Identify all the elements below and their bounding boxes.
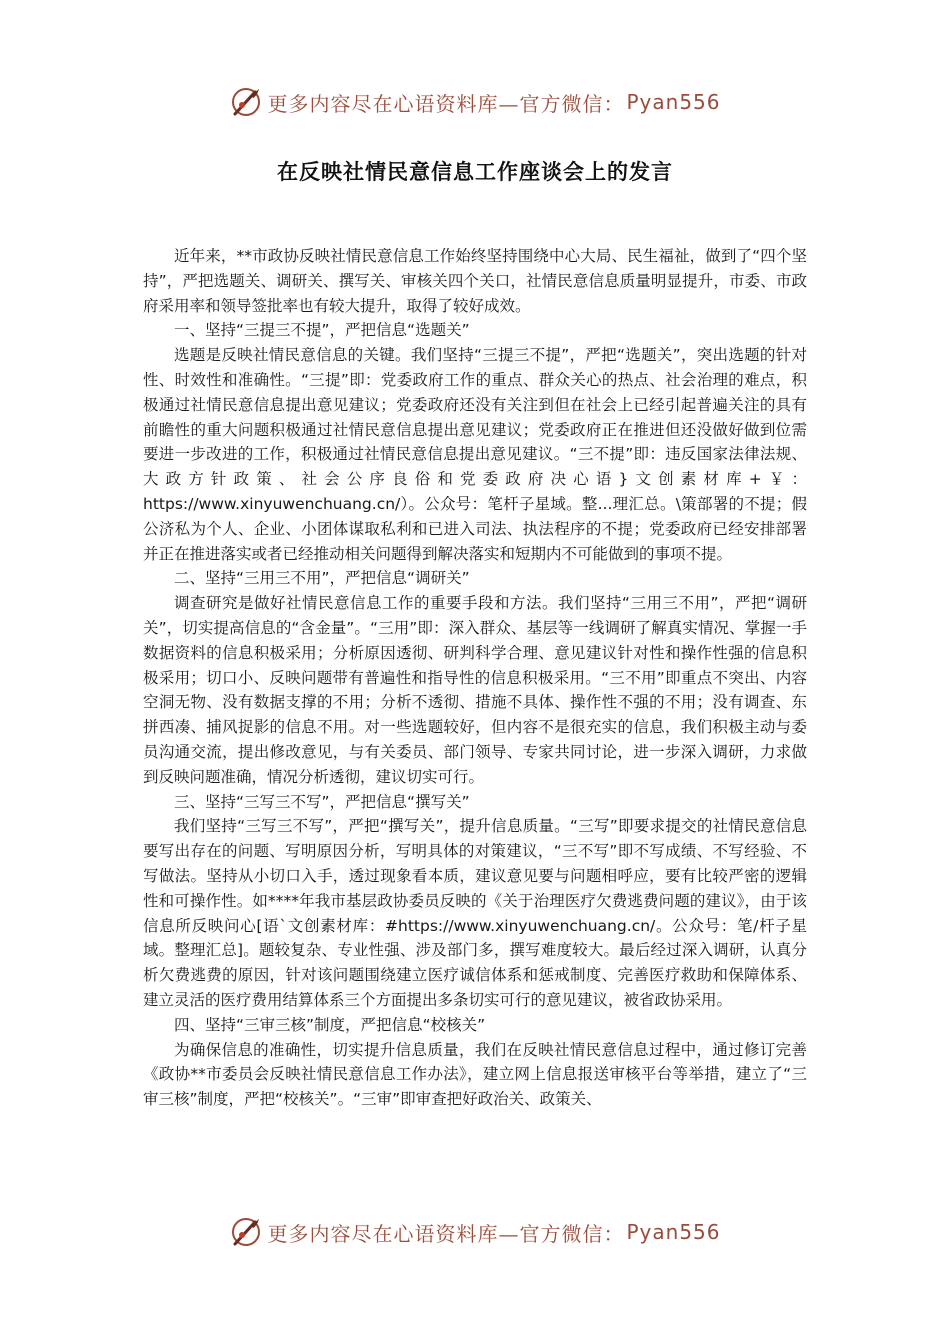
footer-banner [0, 1212, 950, 1252]
banner-text: 更多内容尽在心语资料库—官方微信： [267, 1221, 625, 1246]
brush-logo-icon [229, 1215, 263, 1249]
banner-wechat-id: Pyan556 [626, 90, 721, 114]
paragraph-1: 选题是反映社情民意信息的关键。我们坚持“三提三不提”，严把“选题关”，突出选题的针对性、时效性和准确性。“三提”即：党委政府工作的重点、群众关心的热点、社会治理的难点，积极通过社情民意信息提出意见建议；党委政府还没有关注到但在社会上已经引起普遍关注的具有前瞻性的重大问题积极通过社情民意信息提出意见建议；党委政府正在推进但还没做好做到位需要进一步改进的工作，积极通过社情民意信息提出意见建议。“三不提”即：违反国家法律法规、大政方针政策、社会公序良俗和党委政府决心语}文创素材库+￥：https://www.xinyuwenchuang.cn/）。公众号：笔杆子星域。整...理汇总。\策部署的不提；假公济私为个人、企业、小团体谋取私利和已进入司法、执法程序的不提；党委政府已经安排部署并正在推进落实或者已经推动相关问题得到解决落实和短期内不可能做到的事项不提。 [143, 346, 807, 563]
banner-wechat-id: Pyan556 [626, 1220, 721, 1244]
paragraph-3: 我们坚持“三写三不写”，严把“撰写关”，提升信息质量。“三写”即要求提交的社情民意信息要写出存在的问题、写明原因分析，写明具体的对策建议，“三不写”即不写成绩、不写经验、不写做法。坚持从小切口入手，透过现象看本质，建议意见要与问题相呼应，要有比较严密的逻辑性和可操作性。如****年我市基层政协委员反映的《关于治理医疗欠费逃费问题的建议》，由于该信息所反映问心[语`文创素材库：#https://www.xinyuwenchuang.cn/。公众号：笔/杆子星域。整理汇总]。题较复杂、专业性强、涉及部门多，撰写难度较大。最后经过深入调研，认真分析欠费逃费的原因，针对该问题围绕建立医疗诚信体系和惩戒制度、完善医疗救助和保障体系、建立灵活的医疗费用结算体系三个方面提出多条切实可行的意见建议，被省政协采用。 [143, 817, 807, 1009]
section-heading-3: 三、坚持“三写三不写”，严把信息“撰写关” [174, 792, 470, 811]
brush-logo-icon [229, 85, 263, 119]
paragraph-intro: 近年来，**市政协反映社情民意信息工作始终坚持围绕中心大局、民生福祉，做到了“四个坚持”，严把选题关、调研关、撰写关、审核关四个关口，社情民意信息质量明显提升，市委、市政府采用率和领导签批率也有较大提升，取得了较好成效。 [143, 247, 807, 315]
section-heading-1: 一、坚持“三提三不提”，严把信息“选题关” [174, 321, 470, 340]
document-body [143, 244, 807, 1112]
header-banner [0, 82, 950, 122]
paragraph-2: 调查研究是做好社情民意信息工作的重要手段和方法。我们坚持“三用三不用”，严把“调研关”，切实提高信息的“含金量”。“三用”即：深入群众、基层等一线调研了解真实情况、掌握一手数据资料的信息积极采用；分析原因透彻、研判科学合理、意见建议针对性和操作性强的信息积极采用；切口小、反映问题带有普遍性和指导性的信息积极采用。“三不用”即重点不突出、内容空洞无物、没有数据支撑的不用；分析不透彻、措施不具体、操作性不强的不用；没有调查、东拼西凑、捕风捉影的信息不用。对一些选题较好，但内容不是很充实的信息，我们积极主动与委员沟通交流，提出修改意见，与有关委员、部门领导、专家共同讨论，进一步深入调研，力求做到反映问题准确，情况分析透彻，建议切实可行。 [143, 594, 807, 786]
document-title: 在反映社情民意信息工作座谈会上的发言 [277, 160, 673, 184]
section-heading-2: 二、坚持“三用三不用”，严把信息“调研关” [174, 569, 470, 588]
section-heading-4: 四、坚持“三审三核”制度，严把信息“校核关” [174, 1015, 486, 1034]
paragraph-4: 为确保信息的准确性，切实提升信息质量，我们在反映社情民意信息过程中，通过修订完善《政协**市委员会反映社情民意信息工作办法》，建立网上信息报送审核平台等举措，建立了“三审三核”制度，严把“校核关”。“三审”即审查把好政治关、政策关、 [143, 1040, 807, 1109]
banner-text: 更多内容尽在心语资料库—官方微信： [267, 91, 625, 116]
